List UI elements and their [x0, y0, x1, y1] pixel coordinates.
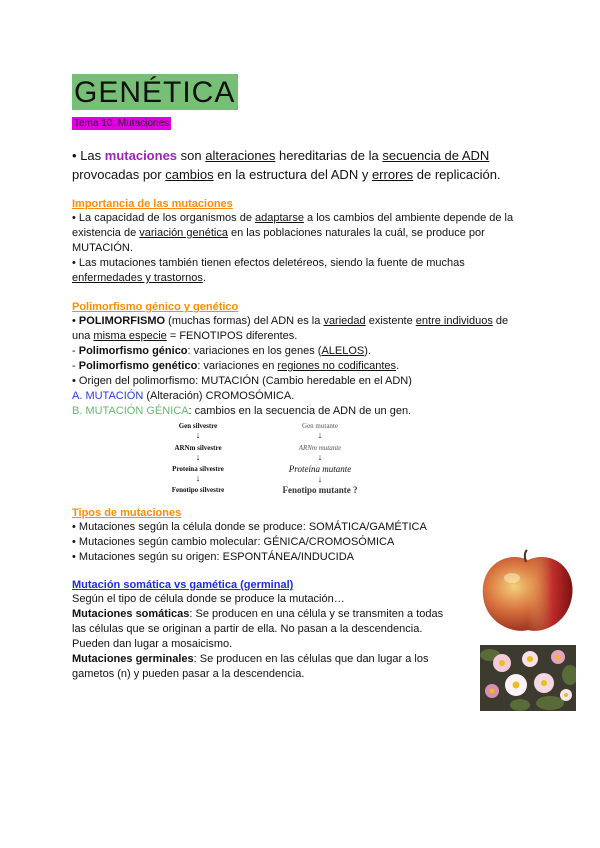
keyword: misma especie	[93, 330, 167, 342]
text: • La capacidad de los organismos de	[72, 212, 252, 224]
diagram-right-2: Proteína mutante	[288, 464, 352, 474]
keyword-mutaciones: mutaciones	[104, 148, 178, 163]
diagram-right-3: Fenotipo mutante ?	[282, 485, 358, 495]
keyword: regiones no codificantes	[277, 360, 397, 372]
text: .	[202, 272, 206, 284]
page-subtitle: Tema 10. Mutaciones	[74, 118, 170, 129]
paragraph	[72, 652, 452, 682]
apple-image	[480, 548, 576, 634]
intro-paragraph	[72, 146, 522, 184]
arrow-icon: ↓	[195, 473, 201, 483]
text: (Alteración) CROMOSÓMICA.	[146, 390, 295, 402]
mutation-diagram	[150, 420, 410, 500]
keyword: variedad	[323, 315, 366, 327]
keyword-alteraciones: alteraciones	[205, 148, 276, 163]
flowers-image	[480, 645, 576, 711]
arrow-icon: ↓	[317, 430, 323, 440]
keyword: Polimorfismo genético	[78, 360, 198, 372]
section-tipos	[72, 506, 522, 565]
arrow-icon: ↓	[317, 452, 323, 462]
paragraph	[72, 256, 522, 286]
list-item: • Mutaciones según cambio molecular: GÉNICA/CROMOSÓMICA	[72, 536, 395, 548]
text: : variaciones en	[197, 360, 275, 372]
diagram-left-3: Fenotipo silvestre	[171, 486, 225, 494]
intro-text: en la estructura del ADN y	[217, 167, 369, 182]
keyword: adaptarse	[255, 212, 304, 224]
paragraph: Según el tipo de célula donde se produce la mutación…	[72, 593, 345, 605]
text: de una	[72, 315, 509, 342]
diagram-left-2: Proteína silvestre	[172, 465, 224, 473]
keyword: variación genética	[139, 227, 228, 239]
text: (muchas formas) del ADN es la	[168, 315, 321, 327]
bullet: •	[72, 148, 77, 163]
text: -	[72, 345, 76, 357]
keyword: enfermedades y trastornos	[72, 272, 203, 284]
section-polimorfismo	[72, 300, 522, 419]
text: •	[72, 315, 76, 327]
keyword: Mutaciones somáticas	[72, 608, 190, 620]
keyword: Polimorfismo génico	[78, 345, 188, 357]
paragraph	[72, 404, 522, 419]
arrow-icon: ↓	[195, 452, 201, 462]
arrow-icon: ↓	[195, 430, 201, 440]
intro-text: de replicación.	[416, 167, 501, 182]
intro-text: son	[180, 148, 202, 163]
intro-text: hereditarias de la	[278, 148, 379, 163]
keyword-secuencia: secuencia de ADN	[382, 148, 490, 163]
text: a los cambios del ambiente depende de la existencia de	[72, 212, 514, 239]
diagram-right-1: ARNm mutante	[298, 444, 342, 452]
list-item: • Mutaciones según su origen: ESPONTÁNEA/INDUCIDA	[72, 551, 355, 563]
intro-text: provocadas por	[72, 167, 162, 182]
keyword: Mutaciones germinales	[72, 653, 194, 665]
arrow-icon: ↓	[317, 474, 323, 484]
paragraph	[72, 389, 522, 404]
text: .	[396, 360, 400, 372]
diagram-left-0: Gen silvestre	[178, 422, 218, 430]
keyword: ALELOS	[321, 345, 365, 357]
keyword: entre individuos	[415, 315, 493, 327]
section-heading: Polimorfismo génico y genético	[72, 301, 239, 313]
section-somatica	[72, 578, 452, 682]
intro-text: Las	[80, 148, 102, 163]
text: : cambios en la secuencia de ADN de un gen.	[188, 405, 412, 417]
text: : variaciones en los genes (	[187, 345, 322, 357]
paragraph	[72, 344, 522, 359]
text: -	[72, 360, 76, 372]
paragraph	[72, 607, 452, 652]
page-title: GENÉTICA	[72, 74, 238, 110]
section-heading: Mutación somática vs gamética (germinal)	[72, 579, 294, 591]
label-b: B. MUTACIÓN GÉNICA	[72, 405, 189, 417]
paragraph	[72, 314, 522, 344]
section-importancia	[72, 197, 522, 286]
text: • Las mutaciones también tienen efectos deletéreos, siendo la fuente de muchas	[72, 257, 465, 269]
diagram-left-1: ARNm silvestre	[174, 444, 222, 452]
label-a: A. MUTACIÓN	[72, 390, 144, 402]
keyword: POLIMORFISMO	[78, 315, 166, 327]
text: existente	[368, 315, 413, 327]
paragraph	[72, 359, 522, 374]
paragraph	[72, 211, 522, 256]
list-item: • Mutaciones según la célula donde se produce: SOMÁTICA/GAMÉTICA	[72, 521, 427, 533]
text: : Se producen en las células que dan lugar a los gametos (n) y pueden pasar a la descendencia.	[72, 653, 429, 680]
diagram-right-0: Gen mutante	[302, 422, 338, 430]
section-heading: Importancia de las mutaciones	[72, 198, 233, 210]
text: en las poblaciones naturales la cuál, se produce por MUTACIÓN.	[72, 227, 485, 254]
keyword-cambios: cambios	[165, 167, 214, 182]
section-heading: Tipos de mutaciones	[72, 507, 182, 519]
keyword-errores: errores	[371, 167, 414, 182]
text: : Se producen en una célula y se transmiten a todas las células que se originan a partir de ella. No pasan a la descendencia. Pueden dan lugar a mosaicismo.	[72, 608, 444, 650]
text: ).	[364, 345, 371, 357]
text: = FENOTIPOS diferentes.	[169, 330, 298, 342]
paragraph: • Origen del polimorfismo: MUTACIÓN (Cambio heredable en el ADN)	[72, 375, 412, 387]
